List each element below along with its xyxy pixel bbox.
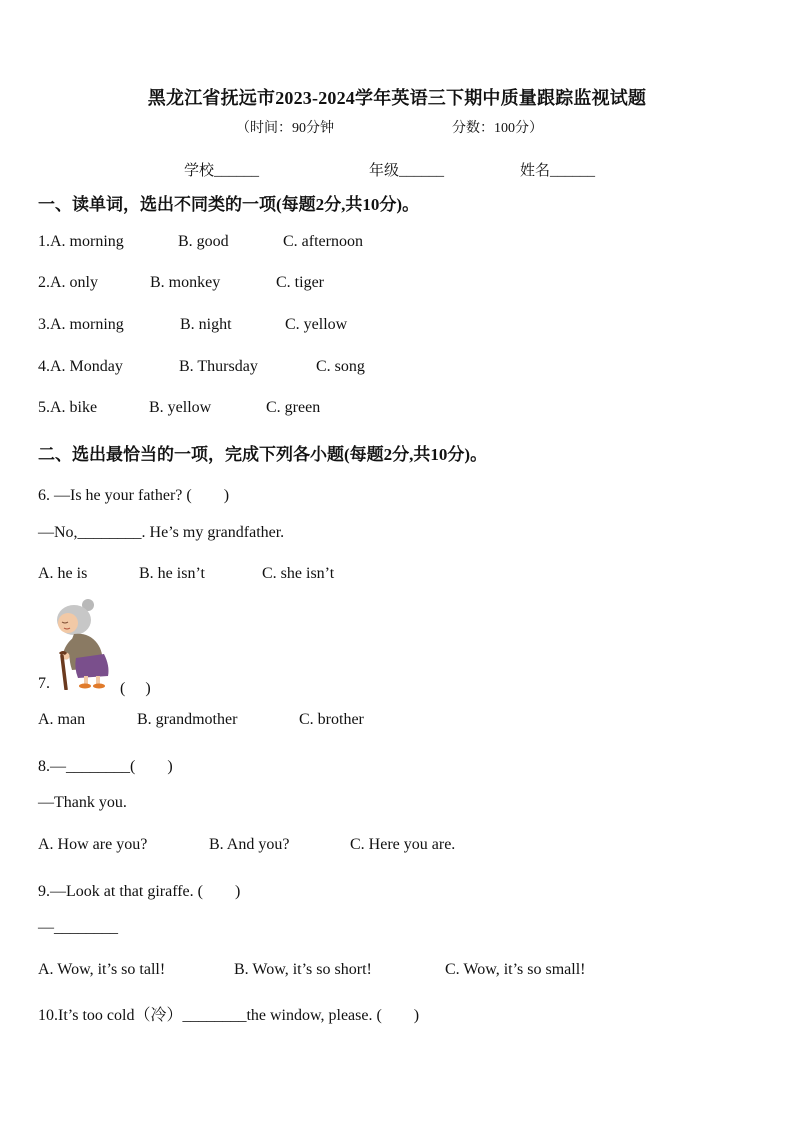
option-c: C. tiger [276, 274, 324, 291]
option-a: A. morning [50, 233, 124, 250]
question-7-options [38, 711, 364, 729]
option-a: A. only [50, 274, 98, 291]
question-number: 5. [38, 399, 50, 416]
question-6-stem: 6. —Is he your father? ( ) [38, 487, 230, 504]
option-b: B. grandmother [137, 711, 238, 728]
option-b: B. good [178, 233, 229, 250]
question-8-stem: 8.—________( ) [38, 758, 173, 775]
option-b: B. Wow, it’s so short! [234, 961, 372, 978]
option-c: C. yellow [285, 316, 348, 333]
exam-time: （时间：90分钟 [236, 121, 334, 136]
option-a: A. he is [38, 565, 88, 582]
page-title: 黑龙江省抚远市2023-2024学年英语三下期中质量跟踪监视试题 [147, 88, 647, 108]
question-2 [38, 274, 324, 292]
option-a: A. morning [50, 316, 124, 333]
option-b: B. yellow [149, 399, 212, 416]
grade-field: 年级______ [369, 163, 445, 179]
option-a: A. How are you? [38, 836, 148, 853]
question-number: 4. [38, 358, 50, 375]
option-a: A. Wow, it’s so tall! [38, 961, 166, 978]
question-number: 3. [38, 316, 50, 333]
option-a: A. Monday [50, 358, 123, 375]
question-8-reply: —Thank you. [38, 794, 127, 811]
question-4 [38, 358, 365, 376]
option-c: C. green [266, 399, 321, 416]
school-field: 学校______ [184, 163, 260, 179]
question-7-paren: ( ) [120, 680, 151, 697]
option-c: C. Here you are. [350, 836, 456, 853]
section-1-heading: 一、读单词，选出不同类的一项(每题2分,共10分)。 [38, 195, 420, 214]
option-a: A. bike [50, 399, 98, 416]
option-c: C. Wow, it’s so small! [445, 961, 586, 978]
exam-score: 分数：100分） [452, 121, 543, 136]
question-6-reply: —No,________. He’s my grandfather. [38, 524, 285, 541]
option-b: B. monkey [150, 274, 221, 291]
option-b: B. night [180, 316, 232, 333]
question-number: 2. [38, 274, 50, 291]
name-field: 姓名______ [520, 163, 596, 179]
question-5 [38, 399, 320, 417]
question-8-options [38, 836, 455, 854]
question-9-reply: —________ [38, 919, 118, 936]
question-3 [38, 316, 347, 334]
option-b: B. he isn’t [139, 565, 205, 582]
question-1 [38, 233, 363, 251]
question-6-options [38, 565, 334, 583]
option-a: A. man [38, 711, 86, 728]
question-number: 1. [38, 233, 50, 250]
section-2-heading: 二、选出最恰当的一项，完成下列各小题(每题2分,共10分)。 [38, 445, 488, 464]
question-9-options [38, 961, 586, 979]
option-c: C. afternoon [283, 233, 363, 250]
option-c: C. she isn’t [262, 565, 335, 582]
option-c: C. song [316, 358, 365, 375]
grandmother-picture [50, 598, 116, 690]
option-b: B. Thursday [179, 358, 258, 375]
question-10-stem: 10.It’s too cold（冷）________the window, please. ( ) [38, 1007, 420, 1024]
question-9-stem: 9.—Look at that giraffe. ( ) [38, 883, 241, 900]
question-7-number: 7. [38, 675, 50, 692]
option-c: C. brother [299, 711, 364, 728]
option-b: B. And you? [209, 836, 290, 853]
